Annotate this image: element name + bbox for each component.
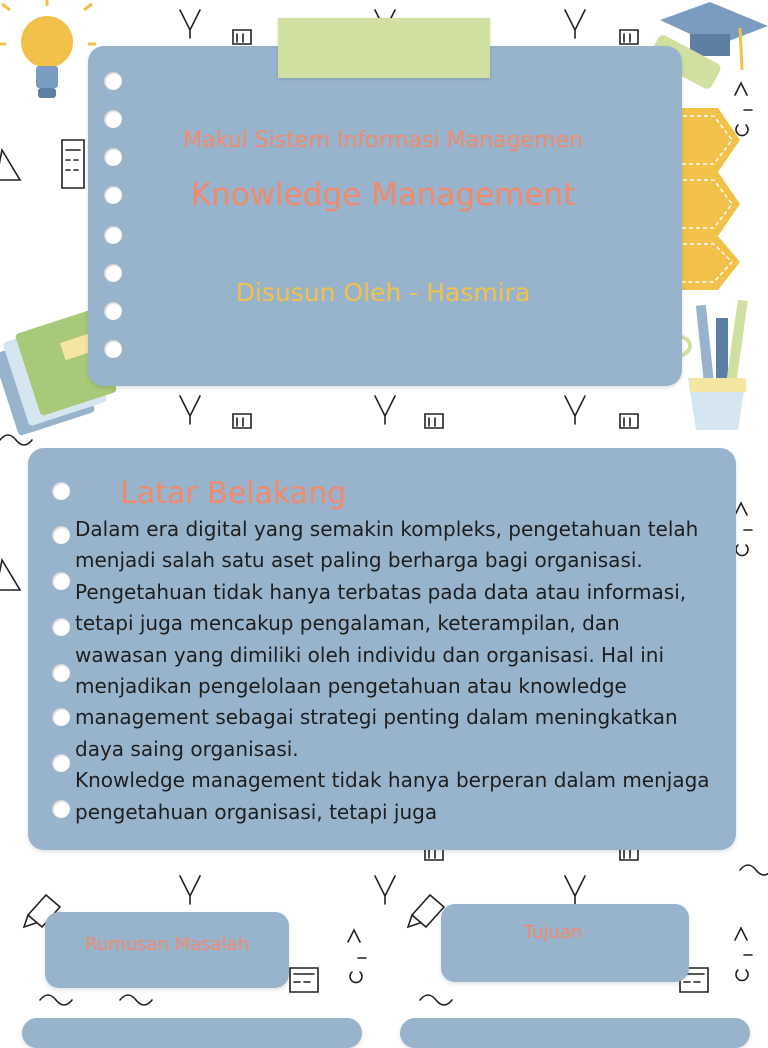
abc-doodle-icon	[735, 503, 752, 555]
pencil-doodle-icon	[180, 10, 200, 38]
rumusan-masalah-label: Rumusan Masalah	[85, 934, 249, 955]
section-body	[75, 514, 715, 856]
body-paragraph: Knowledge management tidak hanya berperan dalam menjaga pengetahuan organisasi, tetapi juga	[75, 768, 710, 824]
sharpener-doodle-icon	[620, 30, 638, 44]
binder-ring-icon	[52, 526, 70, 544]
tujuan-button[interactable]	[441, 904, 689, 982]
binder-ring-icon	[52, 618, 70, 636]
pencil-doodle-icon	[375, 396, 395, 424]
abc-doodle-icon	[735, 83, 752, 135]
calculator-doodle-icon	[62, 140, 84, 188]
sharpener-doodle-icon	[425, 414, 443, 428]
course-subject: Makul Sistem Informasi Managemen	[183, 128, 583, 153]
next-card-left	[22, 1018, 362, 1048]
pencil-doodle-icon	[180, 396, 200, 424]
calculator-doodle-icon	[290, 968, 318, 992]
binder-ring-icon	[52, 664, 70, 682]
binder-ring-icon	[52, 708, 70, 726]
cover-card	[88, 46, 682, 386]
section-heading: Latar Belakang	[120, 476, 347, 511]
triangle-ruler-doodle-icon	[0, 560, 20, 590]
author-line: Disusun Oleh - Hasmira	[235, 278, 531, 307]
squiggle-doodle-icon	[0, 435, 32, 445]
pencil-doodle-icon	[180, 876, 200, 904]
sharpener-doodle-icon	[233, 414, 251, 428]
body-paragraph: Dalam era digital yang semakin kompleks, pengetahuan telah menjadi salah satu aset paling berharga bagi organisasi. Pengetahuan tidak hanya terbatas pada data atau informasi, tetapi juga mencakup pengalaman, keterampilan, dan wawasan yang dimiliki oleh individu dan organisasi. Hal ini menjadikan pengelolaan pengetahuan atau knowledge management sebagai strategi penting dalam meningkatkan daya saing organisasi.	[75, 517, 699, 761]
tujuan-label: Tujuan	[523, 922, 583, 943]
squiggle-doodle-icon	[740, 865, 768, 875]
abc-doodle-icon	[735, 928, 752, 980]
sharpener-doodle-icon	[233, 30, 251, 44]
binder-ring-icon	[104, 226, 122, 244]
abc-doodle-icon	[348, 930, 366, 982]
squiggle-doodle-icon	[40, 995, 452, 1005]
binder-ring-icon	[104, 72, 122, 90]
pencil-doodle-icon	[565, 396, 585, 424]
page-title: Knowledge Management	[190, 177, 576, 213]
next-card-right	[400, 1018, 750, 1048]
big-pencil-doodle-icon	[408, 895, 444, 927]
binder-ring-icon	[52, 754, 70, 772]
tape-decoration	[278, 18, 490, 78]
binder-ring-icon	[104, 340, 122, 358]
light-bulb-icon	[0, 0, 96, 98]
binder-ring-icon	[104, 110, 122, 128]
sharpener-doodle-icon	[620, 414, 638, 428]
pencil-doodle-icon	[565, 876, 585, 904]
binder-ring-icon	[52, 572, 70, 590]
triangle-ruler-doodle-icon	[0, 150, 20, 180]
pencil-doodle-icon	[565, 10, 585, 38]
pencil-doodle-icon	[375, 876, 395, 904]
binder-ring-icon	[52, 800, 70, 818]
binder-ring-icon	[52, 482, 70, 500]
